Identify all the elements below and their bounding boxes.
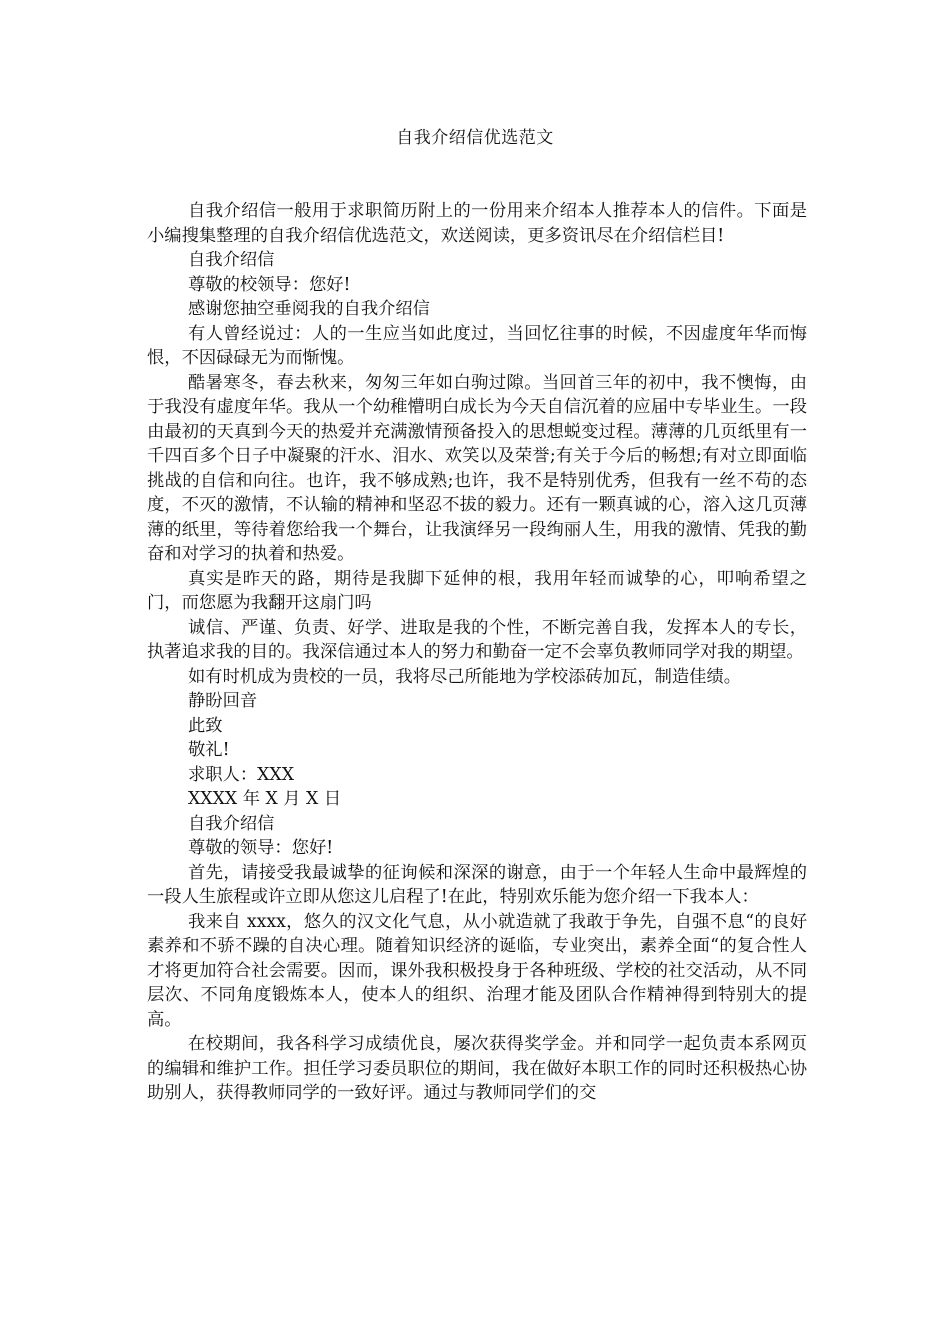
paragraph: 有人曾经说过：人的一生应当如此度过，当回忆往事的时候，不因虚度年华而悔恨，不因碌碌无为而惭愧。 (147, 323, 807, 368)
paragraph: 如有时机成为贵校的一员，我将尽己所能地为学校添砖加瓦，制造佳绩。 (188, 666, 742, 687)
paragraph-salutation: 尊敬的校领导：您好! (188, 274, 351, 295)
paragraph-closing: 静盼回音 (188, 691, 258, 711)
paragraph: 酷暑寒冬，春去秋来，匆匆三年如白驹过隙。当回首三年的初中，我不懊悔，由于我没有虚度年华。我从一个幼稚懵明白成长为今天自信沉着的应届中专毕业生。一段由最初的天真到今天的热爱并充满激情预备投入的思想蜕变过程。薄薄的几页纸里有一千四百多个日子中凝聚的汗水、泪水、欢笑以及荣誉;有关于今后的畅想;有对立即面临挑战的自信和向往。也许，我不够成熟;也许，我不是特别优秀，但我有一丝不苟的态度，不灭的激情，不认输的精神和坚忍不拔的毅力。还有一颗真诚的心，溶入这几页薄薄的纸里，等待着您给我一个舞台，让我演绎另一段绚丽人生，用我的激情、凭我的勤奋和对学习的执着和热爱。 (147, 372, 807, 564)
paragraph-salutation: 尊敬的领导：您好! (188, 838, 334, 858)
document-title: 自我介绍信优选范文 (396, 128, 554, 148)
paragraph-date: XXXX 年 X 月 X 日 (188, 789, 342, 809)
paragraph: 诚信、严谨、负责、好学、进取是我的个性，不断完善自我，发挥本人的专长，执著追求我的目的。我深信通过本人的努力和勤奋一定不会辜负教师同学对我的期望。 (147, 617, 807, 662)
paragraph: 在校期间，我各科学习成绩优良，屡次获得奖学金。并和同学一起负责本系网页的编辑和维护工作。担任学习委员职位的期间，我在做好本职工作的同时还积极热心协助别人，获得教师同学的一致好评。通过与教师同学们的交 (147, 1034, 807, 1103)
paragraph: 我来自 xxxx，悠久的汉文化气息，从小就造就了我敢于争先，自强不息“的良好素养和不骄不躁的自决心理。随着知识经济的诞临，专业突出，素养全面“的复合性人才将更加符合社会需要。因而，课外我积极投身于各种班级、学校的社交活动，从不同层次、不同角度锻炼本人，使本人的组织、治理才能及团队合作精神得到特别大的提高。 (147, 911, 807, 1030)
paragraph: 真实是昨天的路，期待是我脚下延伸的根，我用年轻而诚挚的心，叩响希望之门，而您愿为我翻开这扇门吗 (147, 568, 807, 613)
paragraph: 感谢您抽空垂阅我的自我介绍信 (188, 299, 430, 319)
paragraph-closing: 敬礼! (188, 740, 230, 760)
paragraph: 首先，请接受我最诚挚的征询候和深深的谢意，由于一个年轻人生命中最辉煌的一段人生旅程或许立即从您这儿启程了!在此，特别欢乐能为您介绍一下我本人： (147, 862, 807, 907)
paragraph-intro: 自我介绍信一般用于求职简历附上的一份用来介绍本人推荐本人的信件。下面是小编搜集整理的自我介绍信优选范文，欢送阅读，更多资讯尽在介绍信栏目! (147, 201, 807, 246)
paragraph-letter-heading: 自我介绍信 (188, 250, 275, 270)
paragraph-letter-heading: 自我介绍信 (188, 813, 275, 834)
paragraph-signature: 求职人：XXX (188, 764, 295, 785)
document-body (147, 199, 807, 1106)
paragraph-closing: 此致 (188, 715, 223, 736)
